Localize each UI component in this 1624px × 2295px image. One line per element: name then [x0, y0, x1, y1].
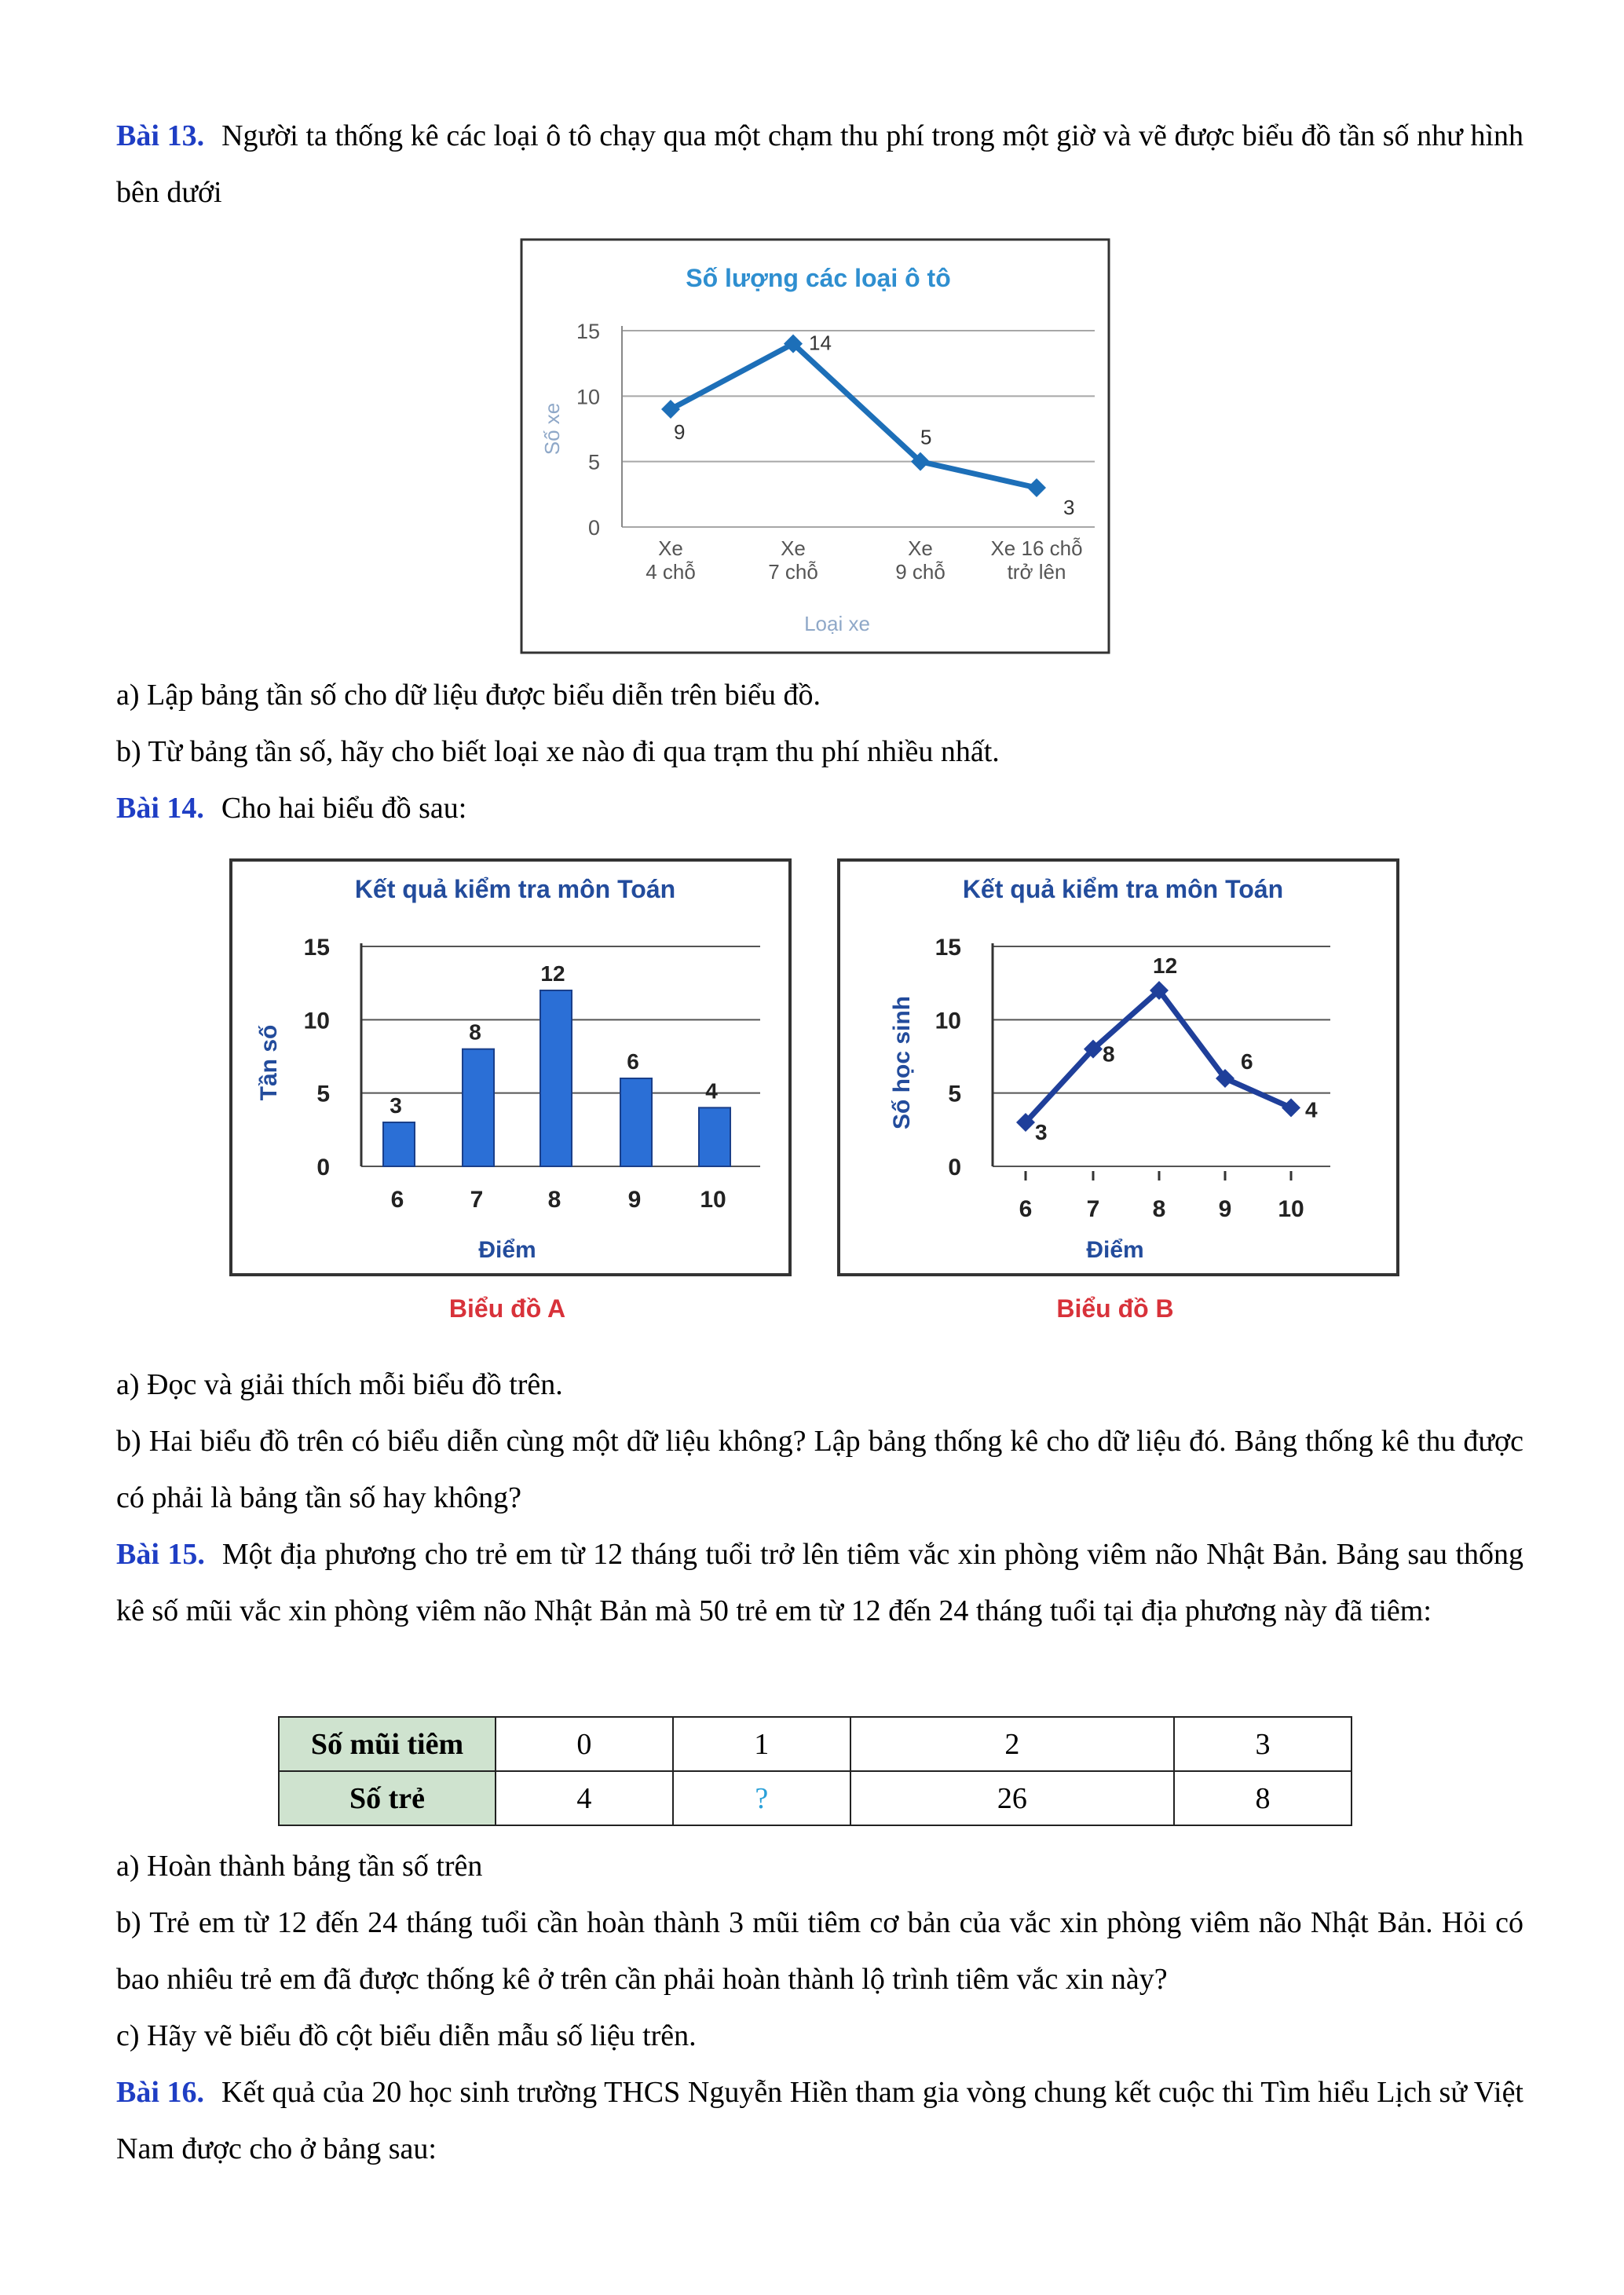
x-axis-label: Loại xe: [804, 612, 870, 635]
x-axis-label: Điểm: [1086, 1237, 1144, 1263]
bai13-label: Bài 13.: [116, 119, 205, 152]
y-tick-label: 15: [303, 935, 330, 961]
chart-title: Kết quả kiểm tra môn Toán: [962, 875, 1284, 903]
chart-caption: Biểu đồ A: [448, 1294, 566, 1323]
y-tick-label: 10: [303, 1008, 330, 1034]
table-cell: 8: [1174, 1771, 1352, 1825]
bai15-question-a: a) Hoàn thành bảng tần số trên: [116, 1850, 483, 1883]
x-tick-label: 4 chỗ: [646, 560, 696, 584]
table-row: [279, 1771, 1352, 1825]
x-tick-label: Xe: [781, 536, 806, 560]
table-cell: 4: [496, 1771, 673, 1825]
y-tick-label: 0: [587, 516, 600, 540]
chart-title: Kết quả kiểm tra môn Toán: [354, 875, 676, 903]
bai15-text: [116, 1526, 1523, 1639]
x-tick-label: 7 chỗ: [768, 560, 818, 584]
chart-car-types-svg: [520, 238, 1110, 654]
table-cell: 1: [673, 1717, 850, 1771]
table-cell: 0: [496, 1717, 673, 1771]
table-cell: 26: [850, 1771, 1174, 1825]
x-tick-label: 9: [1218, 1196, 1232, 1222]
table-cell: 2: [850, 1717, 1174, 1771]
x-tick-label: Xe: [658, 536, 683, 560]
bai15-label: Bài 15.: [116, 1538, 205, 1571]
bai16-text: [116, 2064, 1523, 2177]
y-tick-label: 15: [576, 320, 600, 343]
data-label: 4: [705, 1078, 718, 1104]
x-axis-label: Điểm: [478, 1237, 536, 1263]
y-tick-label: 5: [316, 1081, 330, 1107]
bai13-text: [116, 108, 1523, 221]
table-header-doses: Số mũi tiêm: [279, 1717, 496, 1771]
x-tick-label: 10: [700, 1187, 726, 1213]
chart-title: Số lượng các loại ô tô: [686, 264, 951, 292]
table-cell-unknown: ?: [673, 1771, 850, 1825]
y-axis-label: Số học sinh: [889, 995, 915, 1130]
x-tick-label: Xe 16 chỗ: [990, 536, 1083, 560]
y-tick-label: 15: [935, 935, 961, 961]
bai13-question-b: b) Từ bảng tần số, hãy cho biết loại xe nào đi qua trạm thu phí nhiều nhất.: [116, 735, 1000, 768]
x-tick-label: 10: [1278, 1196, 1304, 1222]
x-tick-label: 7: [1086, 1196, 1100, 1222]
data-label: 4: [1305, 1097, 1318, 1122]
data-label: 8: [469, 1019, 481, 1045]
data-label: 3: [1063, 496, 1075, 519]
y-tick-label: 10: [935, 1008, 961, 1034]
bar: [540, 990, 572, 1166]
chart-car-types: [520, 238, 1110, 658]
bai14-label: Bài 14.: [116, 792, 204, 825]
bai14-question-b: b) Hai biểu đồ trên có biểu diễn cùng một dữ liệu không? Lập bảng thống kê cho dữ liệu đó. Bảng thống kê thu được có phải là bảng tần số hay không?: [116, 1425, 1523, 1514]
data-label: 12: [1153, 954, 1178, 978]
table-cell: 3: [1174, 1717, 1352, 1771]
data-label: 3: [390, 1093, 402, 1118]
data-label: 12: [540, 961, 565, 986]
data-label: 6: [627, 1049, 639, 1074]
vaccine-frequency-table: [278, 1716, 1352, 1826]
x-tick-label: 8: [1152, 1196, 1166, 1222]
bai14-question-a: a) Đọc và giải thích mỗi biểu đồ trên.: [116, 1368, 563, 1401]
bai14-body: Cho hai biểu đồ sau:: [221, 792, 467, 825]
x-tick-label: 8: [547, 1187, 561, 1213]
bai14-text: [116, 780, 466, 836]
chart-b-svg: [837, 858, 1399, 1330]
y-tick-label: 10: [576, 385, 600, 409]
table-row: [279, 1717, 1352, 1771]
data-label: 6: [1241, 1049, 1253, 1074]
y-tick-label: 5: [587, 450, 600, 474]
bar: [463, 1049, 494, 1166]
bar: [699, 1107, 730, 1166]
chart-caption: Biểu đồ B: [1056, 1294, 1174, 1323]
chart-a-svg: [229, 858, 792, 1330]
y-axis-label: Số xe: [540, 402, 564, 456]
bai15-question-c: c) Hãy vẽ biểu đồ cột biểu diễn mẫu số liệu trên.: [116, 2019, 697, 2052]
chart-a: [229, 858, 792, 1334]
bai15-body: Một địa phương cho trẻ em từ 12 tháng tuổi trở lên tiêm vắc xin phòng viêm não Nhật Bản. Bảng sau thống kê số mũi vắc xin phòng viêm não Nhật Bản mà 50 trẻ em từ 12 đến 24 tháng tuổi tại địa phương này đã tiêm:: [116, 1538, 1523, 1627]
y-tick-label: 5: [948, 1081, 961, 1107]
x-tick-label: 6: [1019, 1196, 1033, 1222]
bar: [383, 1122, 415, 1166]
chart-frame: [521, 240, 1109, 653]
data-label: 14: [809, 331, 832, 355]
data-label: 9: [674, 420, 686, 444]
x-tick-label: 6: [390, 1187, 404, 1213]
y-axis-label: Tần số: [256, 1024, 282, 1101]
data-label: 8: [1103, 1041, 1115, 1067]
chart-frame: [839, 860, 1398, 1275]
x-tick-label: 7: [470, 1187, 484, 1213]
bai16-label: Bài 16.: [116, 2076, 205, 2109]
x-tick-label: Xe: [908, 536, 933, 560]
bar: [620, 1078, 652, 1166]
data-label: 5: [920, 425, 932, 449]
bai16-body: Kết quả của 20 học sinh trường THCS Nguyễn Hiền tham gia vòng chung kết cuộc thi Tìm hiểu Lịch sử Việt Nam được cho ở bảng sau:: [116, 2076, 1523, 2165]
bai13-question-a: a) Lập bảng tần số cho dữ liệu được biểu diễn trên biểu đồ.: [116, 679, 821, 712]
y-tick-label: 0: [316, 1155, 330, 1180]
bai13-body: Người ta thống kê các loại ô tô chạy qua một chạm thu phí trong một giờ và vẽ được biểu đồ tần số như hình bên dưới: [116, 119, 1523, 209]
bai15-question-b: b) Trẻ em từ 12 đến 24 tháng tuổi cần hoàn thành 3 mũi tiêm cơ bản của vắc xin phòng viêm não Nhật Bản. Hỏi có bao nhiêu trẻ em đã được thống kê ở trên cần phải hoàn thành lộ trình tiêm vắc xin này?: [116, 1906, 1523, 1996]
x-tick-label: 9 chỗ: [895, 560, 946, 584]
x-tick-label: trở lên: [1007, 560, 1066, 584]
data-label: 3: [1035, 1120, 1048, 1144]
table-header-children: Số trẻ: [279, 1771, 496, 1825]
x-tick-label: 9: [627, 1187, 642, 1213]
chart-b: [837, 858, 1399, 1334]
y-tick-label: 0: [948, 1155, 961, 1180]
